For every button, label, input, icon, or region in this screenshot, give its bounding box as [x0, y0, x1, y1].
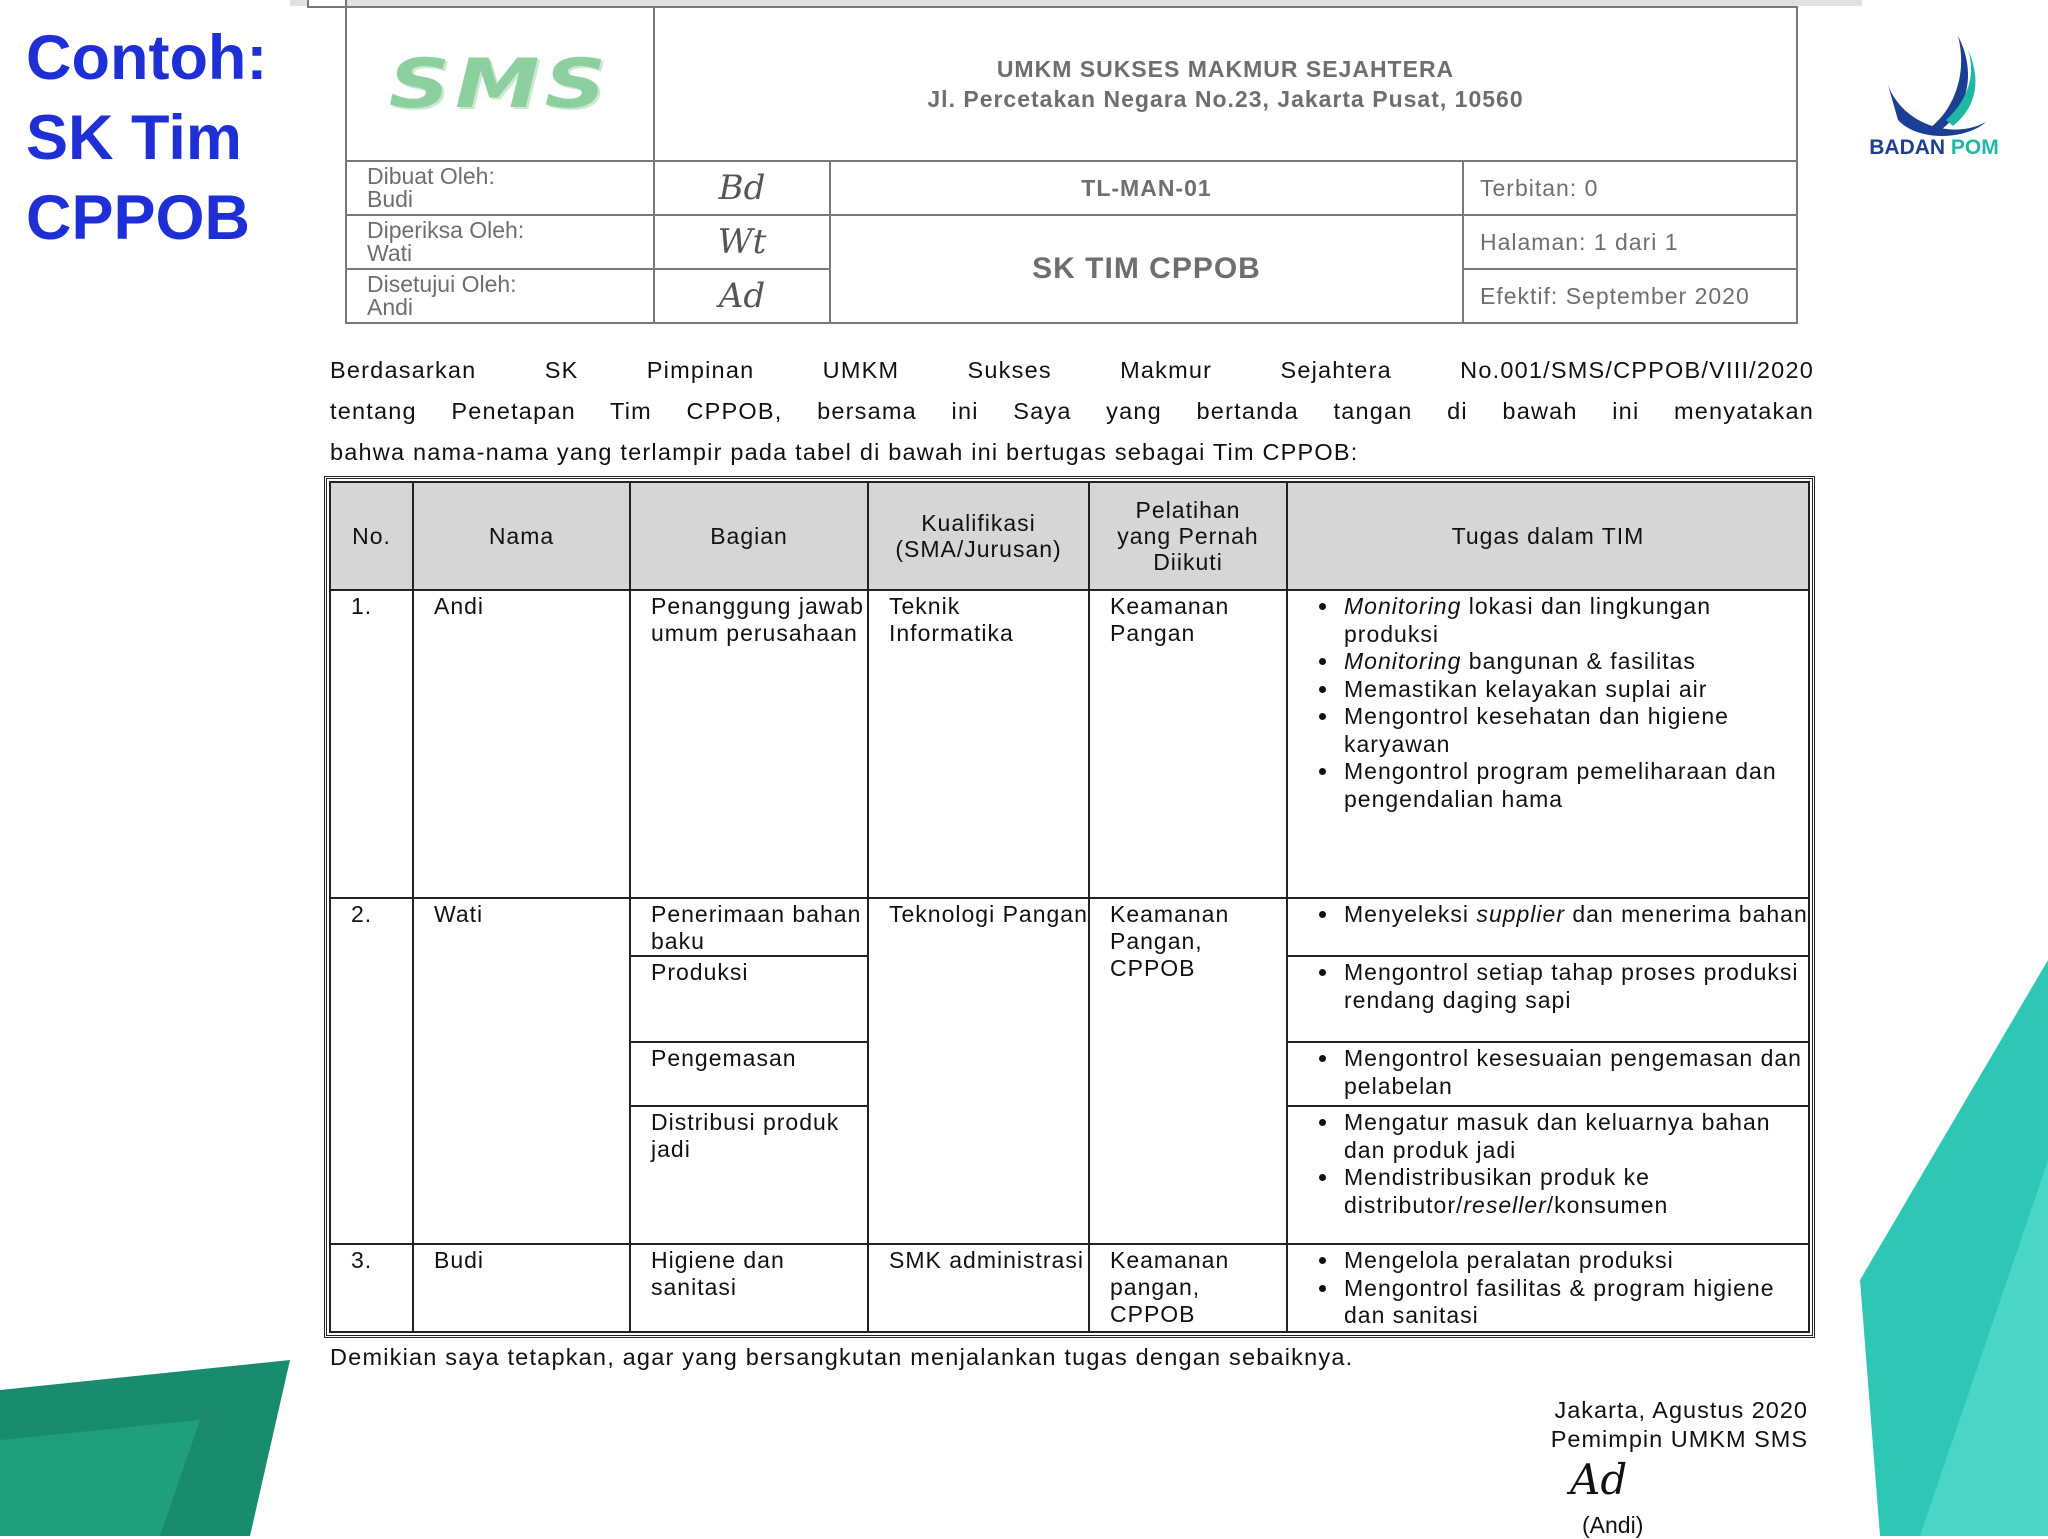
- task-text: /konsumen: [1546, 1191, 1669, 1218]
- closing-statement: Demikian saya tetapkan, agar yang bersangkutan menjalankan tugas dengan sebaiknya.: [330, 1344, 1354, 1370]
- logo-text-accent: POM: [1950, 136, 1999, 159]
- cell-tugas: [1287, 1106, 1809, 1244]
- task-item: [1340, 1164, 1808, 1219]
- task-item: [1340, 648, 1808, 676]
- intro-line: tentang Penetapan Tim CPPOB, bersama ini Saya yang bertanda tangan di bawah ini menyatakan: [330, 398, 1814, 424]
- cell-nama: Andi: [413, 590, 630, 898]
- cell-bagian: Pengemasan: [630, 1042, 868, 1106]
- cell-nama: Budi: [413, 1244, 630, 1332]
- signature-mark: Ad: [1570, 1455, 1628, 1504]
- document-edition: Terbitan: 0: [1463, 161, 1797, 215]
- signature-position: Pemimpin UMKM SMS: [1550, 1426, 1808, 1452]
- task-item: [1340, 959, 1808, 1014]
- team-table: [329, 481, 1810, 1333]
- cell-bagian: Distribusi produk jadi: [630, 1106, 868, 1244]
- signature-initials: Ad: [654, 269, 830, 323]
- column-header-tugas: Tugas dalam TIM: [1287, 482, 1809, 590]
- cell-no: 1.: [330, 590, 413, 898]
- task-list: [1288, 591, 1808, 813]
- company-address: Jl. Percetakan Negara No.23, Jakarta Pusat, 10560: [927, 86, 1524, 112]
- cell-kualifikasi: SMK administrasi: [868, 1244, 1089, 1332]
- task-text: Mengontrol program pemeliharaan dan pengendalian hama: [1344, 758, 1777, 812]
- signature-initials: Wt: [654, 215, 830, 269]
- task-item: [1340, 1275, 1808, 1330]
- signature-block: [1418, 1396, 1808, 1454]
- slide-title: [26, 18, 316, 258]
- task-item: [1340, 1247, 1808, 1275]
- slide-title-line: SK Tim: [26, 103, 242, 173]
- cell-pelatihan: Keamanan Pangan: [1089, 590, 1287, 898]
- cell-kualifikasi: Teknologi Pangan: [868, 898, 1089, 1244]
- task-list: [1288, 957, 1808, 1014]
- cell-bagian: Penanggung jawab umum perusahaan: [630, 590, 868, 898]
- cell-no: 3.: [330, 1244, 413, 1332]
- cell-bagian: Penerimaan bahan baku: [630, 898, 868, 956]
- task-text: Memastikan kelayakan suplai air: [1344, 675, 1708, 702]
- task-text: Mengelola peralatan produksi: [1344, 1247, 1674, 1273]
- approval-role: Dibuat Oleh:: [367, 163, 495, 189]
- slide-title-line: Contoh:: [26, 23, 268, 93]
- signature-place-date: Jakarta, Agustus 2020: [1554, 1397, 1808, 1423]
- task-item: [1340, 676, 1808, 704]
- column-header-nama: Nama: [413, 482, 630, 590]
- company-logo-cell: [346, 7, 654, 161]
- task-text: Mengontrol fasilitas & program higiene dan sanitasi: [1344, 1274, 1775, 1328]
- task-text: Mendistribusikan produk ke distributor/: [1344, 1164, 1650, 1218]
- task-item: [1340, 703, 1808, 758]
- cell-no: 2.: [330, 898, 413, 1244]
- task-item: [1340, 1045, 1808, 1100]
- slide-title-line: CPPOB: [26, 183, 251, 253]
- logo-text-main: BADAN: [1869, 136, 1946, 159]
- task-text: Menyeleksi: [1344, 901, 1477, 927]
- approval-person: Andi: [367, 294, 414, 320]
- team-table-body: [330, 590, 1809, 1332]
- task-list: [1288, 899, 1808, 929]
- task-item: [1340, 593, 1808, 648]
- signature-initials: Bd: [654, 161, 830, 215]
- task-item: [1340, 1109, 1808, 1164]
- task-list: [1288, 1245, 1808, 1330]
- document-effective-date: Efektif: September 2020: [1463, 269, 1797, 323]
- cell-tugas: [1287, 1244, 1809, 1332]
- approval-role-cell: [346, 215, 654, 269]
- column-header-bagian: Bagian: [630, 482, 868, 590]
- approval-role-cell: [346, 269, 654, 323]
- intro-line: bahwa nama-nama yang terlampir pada tabel di bawah ini bertugas sebagai Tim CPPOB:: [330, 439, 1359, 465]
- cell-bagian: Higiene dan sanitasi: [630, 1244, 868, 1332]
- intro-paragraph: [330, 350, 1814, 473]
- document-header: [345, 6, 1798, 324]
- task-text: lokasi dan lingkungan produksi: [1344, 593, 1711, 647]
- approval-role-cell: [346, 161, 654, 215]
- decorative-shape-bottom-left: [0, 1360, 300, 1536]
- task-list: [1288, 1043, 1808, 1100]
- company-info: [654, 7, 1797, 161]
- task-text: Mengontrol kesesuaian pengemasan dan pelabelan: [1344, 1045, 1802, 1099]
- cell-tugas: [1287, 898, 1809, 956]
- company-name: UMKM SUKSES MAKMUR SEJAHTERA: [996, 56, 1455, 82]
- task-emphasis: Monitoring: [1344, 593, 1462, 619]
- task-item: [1340, 758, 1808, 813]
- cell-kualifikasi: Teknik Informatika: [868, 590, 1089, 898]
- task-emphasis: Monitoring: [1344, 648, 1462, 674]
- approval-person: Wati: [367, 240, 413, 266]
- document-corner-mark: [307, 0, 347, 8]
- task-text: Mengontrol setiap tahap proses produksi rendang daging sapi: [1344, 959, 1799, 1013]
- task-text: dan menerima bahan: [1564, 901, 1808, 927]
- cell-tugas: [1287, 1042, 1809, 1106]
- approval-role: Diperiksa Oleh:: [367, 217, 525, 243]
- document-code: TL-MAN-01: [830, 161, 1463, 215]
- column-header-no: No.: [330, 482, 413, 590]
- badan-pom-logo-text: [1860, 136, 2008, 160]
- document-title: SK TIM CPPOB: [830, 215, 1463, 323]
- table-row: [330, 1244, 1809, 1332]
- cell-tugas: [1287, 590, 1809, 898]
- cell-pelatihan: Keamanan Pangan, CPPOB: [1089, 898, 1287, 1244]
- cell-bagian: Produksi: [630, 956, 868, 1042]
- table-row: [330, 590, 1809, 898]
- sms-logo: SMS: [388, 44, 612, 124]
- column-header-kualifikasi: Kualifikasi (SMA/Jurusan): [868, 482, 1089, 590]
- cell-nama: Wati: [413, 898, 630, 1244]
- task-text: Mengatur masuk dan keluarnya bahan dan produk jadi: [1344, 1109, 1771, 1163]
- table-row: [330, 898, 1809, 956]
- decorative-shape-right: [1860, 900, 2048, 1536]
- task-item: [1340, 901, 1808, 929]
- task-text: bangunan & fasilitas: [1461, 648, 1696, 674]
- task-emphasis: reseller: [1463, 1191, 1547, 1218]
- intro-line: Berdasarkan SK Pimpinan UMKM Sukses Makmur Sejahtera No.001/SMS/CPPOB/VIII/2020: [330, 357, 1814, 383]
- team-table-frame: [324, 476, 1815, 1338]
- task-text: Mengontrol kesehatan dan higiene karyawan: [1344, 703, 1729, 757]
- cell-tugas: [1287, 956, 1809, 1042]
- task-emphasis: supplier: [1476, 901, 1565, 927]
- cell-pelatihan: Keamanan pangan, CPPOB: [1089, 1244, 1287, 1332]
- document-page: Halaman: 1 dari 1: [1463, 215, 1797, 269]
- approval-person: Budi: [367, 186, 414, 212]
- approval-role: Disetujui Oleh:: [367, 271, 517, 297]
- column-header-pelatihan: Pelatihan yang Pernah Diikuti: [1089, 482, 1287, 590]
- task-list: [1288, 1107, 1808, 1219]
- signatory-name: (Andi): [1582, 1512, 1644, 1538]
